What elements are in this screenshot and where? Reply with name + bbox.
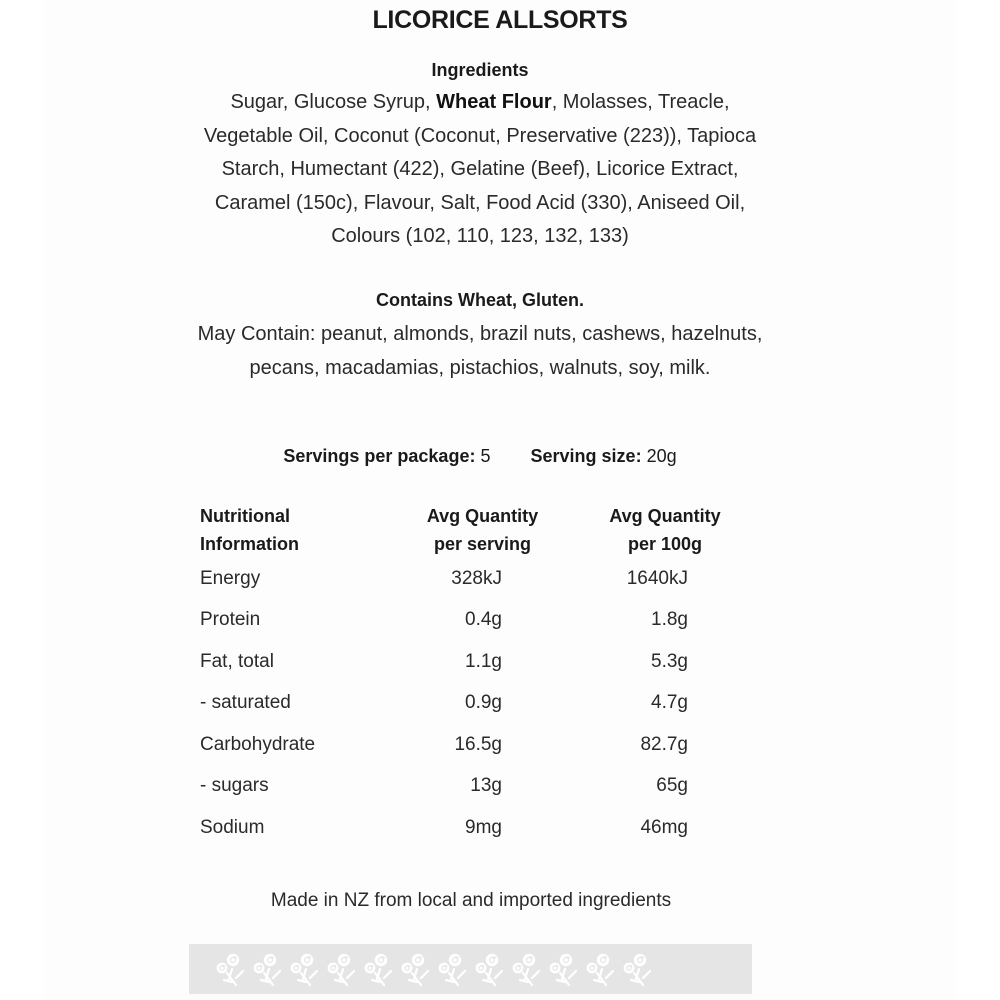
nutrient-name: Carbohydrate — [200, 733, 316, 755]
ingredients-segment-allergen: Wheat Flour — [436, 91, 552, 113]
origin-statement: Made in NZ from local and imported ingredients — [270, 890, 672, 911]
ingredients-segment: , Molasses, Treacle, Vegetable Oil, Coconut (Coconut, Preservative (223)), Tapioca Starch, Humectant (422), Gelatine (Beef), Licorice Extract, Caramel (150c), Flavour, Salt, Food Acid (330), Aniseed Oil, Colours (102, 110, 123, 132, 133) — [203, 91, 757, 247]
serving-size-value: 20g — [646, 446, 677, 466]
rose-flower-icon — [619, 949, 656, 989]
header-line: Information — [200, 534, 299, 554]
header-line: per 100g — [627, 534, 703, 554]
nutrient-name: Protein — [200, 609, 261, 631]
per-serving-value: 9mg — [465, 816, 502, 838]
per-serving-value: 1.1g — [465, 650, 502, 672]
table-row — [200, 558, 745, 600]
servings-per-package-label: Servings per package: — [283, 446, 476, 466]
decorative-footer-band — [189, 944, 752, 994]
ingredients-segment: Sugar, Glucose Syrup, — [230, 91, 437, 113]
header-nutritional-information — [200, 502, 380, 558]
per-100g-value: 4.7g — [651, 692, 688, 714]
table-row — [200, 766, 745, 808]
servings-per-package-value: 5 — [480, 446, 491, 466]
rose-flower-icon — [545, 949, 582, 989]
serving-size-label: Serving size: — [530, 446, 642, 466]
rose-flower-icon — [212, 949, 249, 989]
rose-flower-icon — [582, 949, 619, 989]
per-100g-value: 1640kJ — [626, 567, 688, 589]
rose-flower-icon — [471, 949, 508, 989]
rose-flower-icon — [249, 949, 286, 989]
per-100g-value: 1.8g — [651, 609, 688, 631]
per-serving-value: 0.9g — [465, 692, 502, 714]
per-serving-value: 13g — [470, 775, 502, 797]
header-line: per serving — [433, 534, 532, 554]
table-row — [200, 641, 745, 683]
table-row — [200, 683, 745, 725]
rose-flower-icon — [397, 949, 434, 989]
per-serving-value: 328kJ — [451, 567, 502, 589]
nutrition-header-row — [200, 502, 745, 558]
nutrient-name: - sugars — [200, 775, 269, 797]
per-100g-value: 46mg — [640, 816, 688, 838]
header-per-serving — [380, 502, 585, 558]
nutrient-name: - saturated — [200, 692, 291, 714]
nutrient-name: Fat, total — [200, 650, 274, 672]
header-per-100g — [585, 502, 745, 558]
per-serving-value: 0.4g — [465, 609, 502, 631]
ingredients-list — [190, 86, 770, 254]
per-100g-value: 65g — [656, 775, 688, 797]
rose-flower-icon — [323, 949, 360, 989]
nutrition-table — [200, 502, 745, 849]
header-line: Nutritional — [200, 506, 290, 526]
servings-info — [0, 446, 960, 467]
product-title: LICORICE ALLSORTS — [372, 6, 628, 34]
per-serving-value: 16.5g — [454, 733, 502, 755]
rose-flower-icon — [286, 949, 323, 989]
header-line: Avg Quantity — [426, 506, 539, 526]
may-contain-statement: May Contain: peanut, almonds, brazil nuts, cashews, hazelnuts, pecans, macadamias, pistachios, walnuts, soy, milk. — [197, 323, 763, 379]
nutrient-name: Sodium — [200, 816, 265, 838]
rose-flower-icon — [508, 949, 545, 989]
rose-flower-icon — [434, 949, 471, 989]
nutrient-name: Energy — [200, 567, 261, 589]
table-row — [200, 724, 745, 766]
header-line: Avg Quantity — [609, 506, 721, 526]
per-100g-value: 5.3g — [651, 650, 688, 672]
table-row — [200, 600, 745, 642]
per-100g-value: 82.7g — [640, 733, 688, 755]
rose-flower-icon — [360, 949, 397, 989]
table-row — [200, 807, 745, 849]
allergen-contains: Contains Wheat, Gluten. — [375, 290, 584, 310]
ingredients-heading: Ingredients — [431, 60, 529, 80]
